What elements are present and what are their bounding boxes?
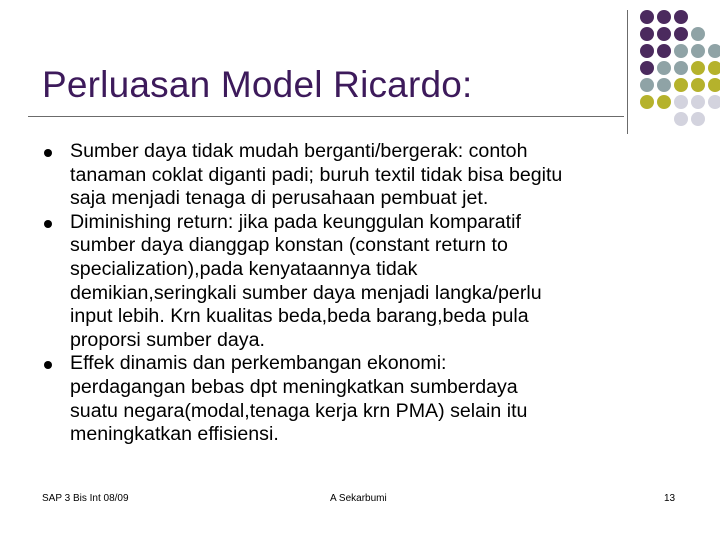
bullet-marker-icon — [44, 361, 52, 369]
decorative-dot — [657, 10, 671, 24]
decorative-dot — [640, 78, 654, 92]
decorative-dot — [640, 44, 654, 58]
bullet-text-line: tanaman coklat diganti padi; buruh textil tidak bisa begitu — [70, 163, 563, 186]
bullet-item — [44, 352, 684, 446]
decorative-dot — [640, 10, 654, 24]
decorative-dot — [640, 95, 654, 109]
decorative-dot — [708, 61, 720, 75]
decorative-dot — [691, 27, 705, 41]
decorative-dot — [640, 61, 654, 75]
bullet-marker-icon — [44, 149, 52, 157]
decorative-dot — [640, 27, 654, 41]
decorative-dot — [708, 44, 720, 58]
decorative-dot — [657, 78, 671, 92]
decorative-dot — [657, 61, 671, 75]
bullet-marker-icon — [44, 220, 52, 228]
vertical-rule — [627, 10, 628, 134]
bullet-text-line: perdagangan bebas dpt meningkatkan sumberdaya — [70, 375, 518, 398]
decorative-dot — [674, 27, 688, 41]
bullet-text-line: meningkatkan effisiensi. — [70, 423, 279, 446]
decorative-dot — [691, 78, 705, 92]
bullet-item — [44, 211, 684, 353]
bullet-text-line: Sumber daya tidak mudah berganti/bergerak: contoh — [70, 140, 528, 162]
decorative-dot — [674, 78, 688, 92]
decorative-dot — [691, 95, 705, 109]
bullet-text-line: Effek dinamis dan perkembangan ekonomi: — [70, 352, 447, 375]
decorative-dot — [691, 61, 705, 75]
footer-course-label: SAP 3 Bis Int 08/09 — [42, 493, 129, 504]
decorative-dot — [691, 44, 705, 58]
decorative-dot — [691, 112, 705, 126]
decorative-dot — [674, 44, 688, 58]
decorative-dot — [657, 44, 671, 58]
slide-title: Perluasan Model Ricardo: — [42, 64, 473, 105]
decorative-dot — [657, 95, 671, 109]
bullet-text-line: demikian,seringkali sumber daya menjadi langka/perlu — [70, 281, 542, 304]
bullet-text-line: saja menjadi tenaga di perusahaan pembuat jet. — [70, 187, 489, 210]
bullet-text-line: Diminishing return: jika pada keunggulan komparatif — [70, 210, 521, 233]
decorative-dot — [708, 95, 720, 109]
decorative-dot — [674, 10, 688, 24]
bullet-item — [44, 140, 684, 211]
footer-page-number: 13 — [664, 493, 676, 504]
bullet-text-line: suatu negara(modal,tenaga kerja krn PMA) selain itu — [70, 399, 528, 422]
decorative-dot — [708, 78, 720, 92]
decorative-dot — [674, 61, 688, 75]
bullet-list — [44, 140, 684, 447]
decorative-dot — [657, 27, 671, 41]
bullet-text-line: input lebih. Krn kualitas beda,beda barang,beda pula — [70, 305, 529, 328]
bullet-text-line: specialization),pada kenyataannya tidak — [70, 257, 418, 280]
decorative-dot — [674, 95, 688, 109]
bullet-text-line: sumber daya dianggap konstan (constant return to — [70, 234, 508, 257]
decorative-dot — [674, 112, 688, 126]
bullet-text-line: proporsi sumber daya. — [70, 328, 265, 351]
title-divider — [28, 116, 624, 117]
footer-author: A Sekarbumi — [330, 493, 387, 504]
